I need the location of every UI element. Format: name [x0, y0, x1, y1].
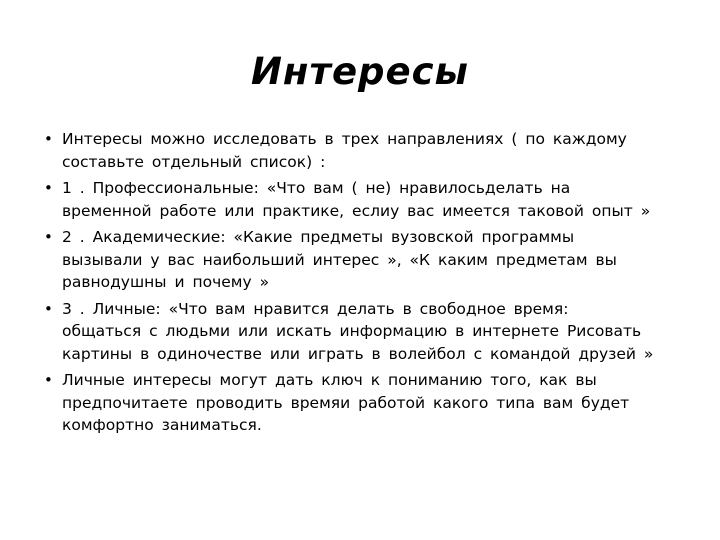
bullet-item: [44, 226, 684, 294]
bullet-dot-icon: •: [44, 228, 53, 246]
bullet-line: картины в одиночестве или играть в волейбол с командой друзей »: [62, 344, 654, 363]
bullet-line: временной работе или практике, еслиу вас имеется таковой опыт »: [62, 201, 651, 220]
bullet-line: 2 . Академические: «Какие предметы вузовской программы: [62, 228, 575, 246]
bullet-item: [44, 177, 684, 222]
bullet-dot-icon: •: [44, 371, 53, 389]
bullet-line: Личные интересы могут дать ключ к пониманию того, как вы: [62, 371, 597, 389]
bullet-line: вызывали у вас наибольший интерес », «К каким предметам вы: [62, 250, 617, 269]
slide-title: Интересы: [250, 50, 470, 93]
bullet-dot-icon: •: [44, 179, 53, 197]
bullet-item: [44, 128, 684, 173]
bullet-line: 3 . Личные: «Что вам нравится делать в свободное время:: [62, 299, 569, 318]
bullet-item: [44, 369, 684, 437]
bullet-line: общаться с людьми или искать информацию в интернете Рисовать: [62, 322, 642, 340]
bullet-line: комфортно заниматься.: [62, 416, 262, 434]
bullet-line: Интересы можно исследовать в трех направлениях ( по каждому: [62, 130, 627, 148]
bullet-line: равнодушны и почему »: [62, 273, 270, 291]
bullet-line: 1 . Профессиональные: «Что вам ( не) нравилосьделать на: [62, 179, 571, 197]
bullet-dot-icon: •: [44, 130, 53, 148]
bullet-dot-icon: •: [44, 299, 53, 318]
bullet-line: предпочитаете проводить времяи работой какого типа вам будет: [62, 393, 630, 412]
bullet-list: [44, 128, 684, 441]
bullet-line: составьте отдельный список) :: [62, 152, 326, 171]
bullet-item: [44, 298, 684, 366]
